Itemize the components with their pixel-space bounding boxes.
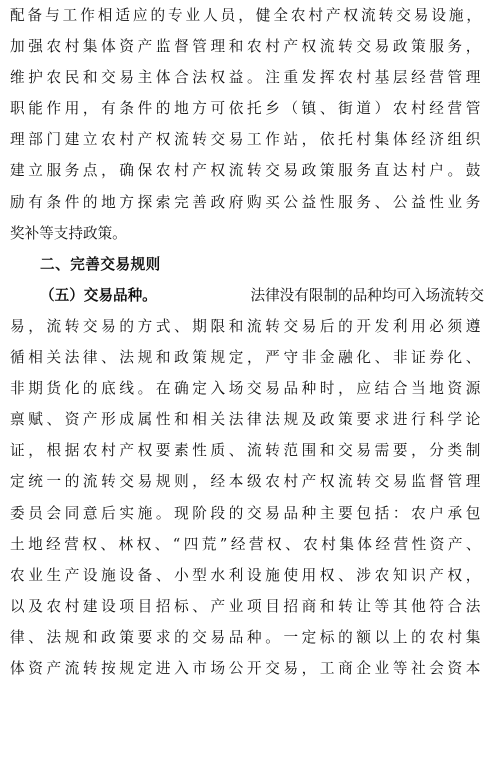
- text-line: 禀赋、资产形成属性和相关法律法规及政策要求进行科学论: [10, 411, 484, 429]
- text-line: 职能作用，有条件的地方可依托乡（镇、街道）农村经营管: [10, 100, 484, 118]
- text-line: 励有条件的地方探索完善政府购买公益性服务、公益性业务: [10, 193, 484, 211]
- paragraph-service-support: [10, 0, 484, 249]
- text-line: 农业生产设施设备、小型水利设施使用权、涉农知识产权，: [10, 566, 484, 584]
- section-heading: 二、完善交易规则: [40, 255, 161, 273]
- text-line: 定统一的流转交易规则，经本级农村产权流转交易监督管理: [10, 473, 484, 491]
- text-line: 维护农民和交易主体合法权益。注重发挥农村基层经营管理: [10, 69, 484, 87]
- text-line: 证，根据农村产权要素性质、流转范围和交易需要，分类制: [10, 442, 484, 460]
- text-line: 奖补等支持政策。: [10, 224, 127, 242]
- text-line: （五）交易品种。 法律没有限制的品种均可入场流转交: [10, 280, 484, 311]
- text-line: 配备与工作相适应的专业人员，健全农村产权流转交易设施，: [10, 7, 484, 24]
- paragraph-trading-varieties: [10, 280, 484, 684]
- text-line: 体资产流转按规定进入市场公开交易，工商企业等社会资本: [10, 659, 484, 677]
- text-line: 建立服务点，确保农村产权流转交易政策服务直达村户。鼓: [10, 162, 484, 180]
- text-line: 非期货化的底线。在确定入场交易品种时，应结合当地资源: [10, 380, 484, 398]
- text-line: 委员会同意后实施。现阶段的交易品种主要包括：农户承包: [10, 504, 484, 522]
- text-line: 理部门建立农村产权流转交易工作站，依托村集体经济组织: [10, 131, 484, 149]
- text-line: 土地经营权、林权、“四荒”经营权、农村集体经营性资产、: [10, 535, 484, 553]
- text-line: 以及农村建设项目招标、产业项目招商和转让等其他符合法: [10, 597, 484, 615]
- text-line: 易，流转交易的方式、期限和流转交易后的开发利用必须遵: [10, 317, 484, 335]
- text-line: 律、法规和政策要求的交易品种。一定标的额以上的农村集: [10, 628, 484, 646]
- clause-title: （五）交易品种。: [40, 286, 157, 304]
- text-line: 加强农村集体资产监督管理和农村产权流转交易政策服务，: [10, 38, 484, 56]
- document-page: [10, 0, 484, 684]
- text-line: 循相关法律、法规和政策规定，严守非金融化、非证券化、: [10, 349, 484, 367]
